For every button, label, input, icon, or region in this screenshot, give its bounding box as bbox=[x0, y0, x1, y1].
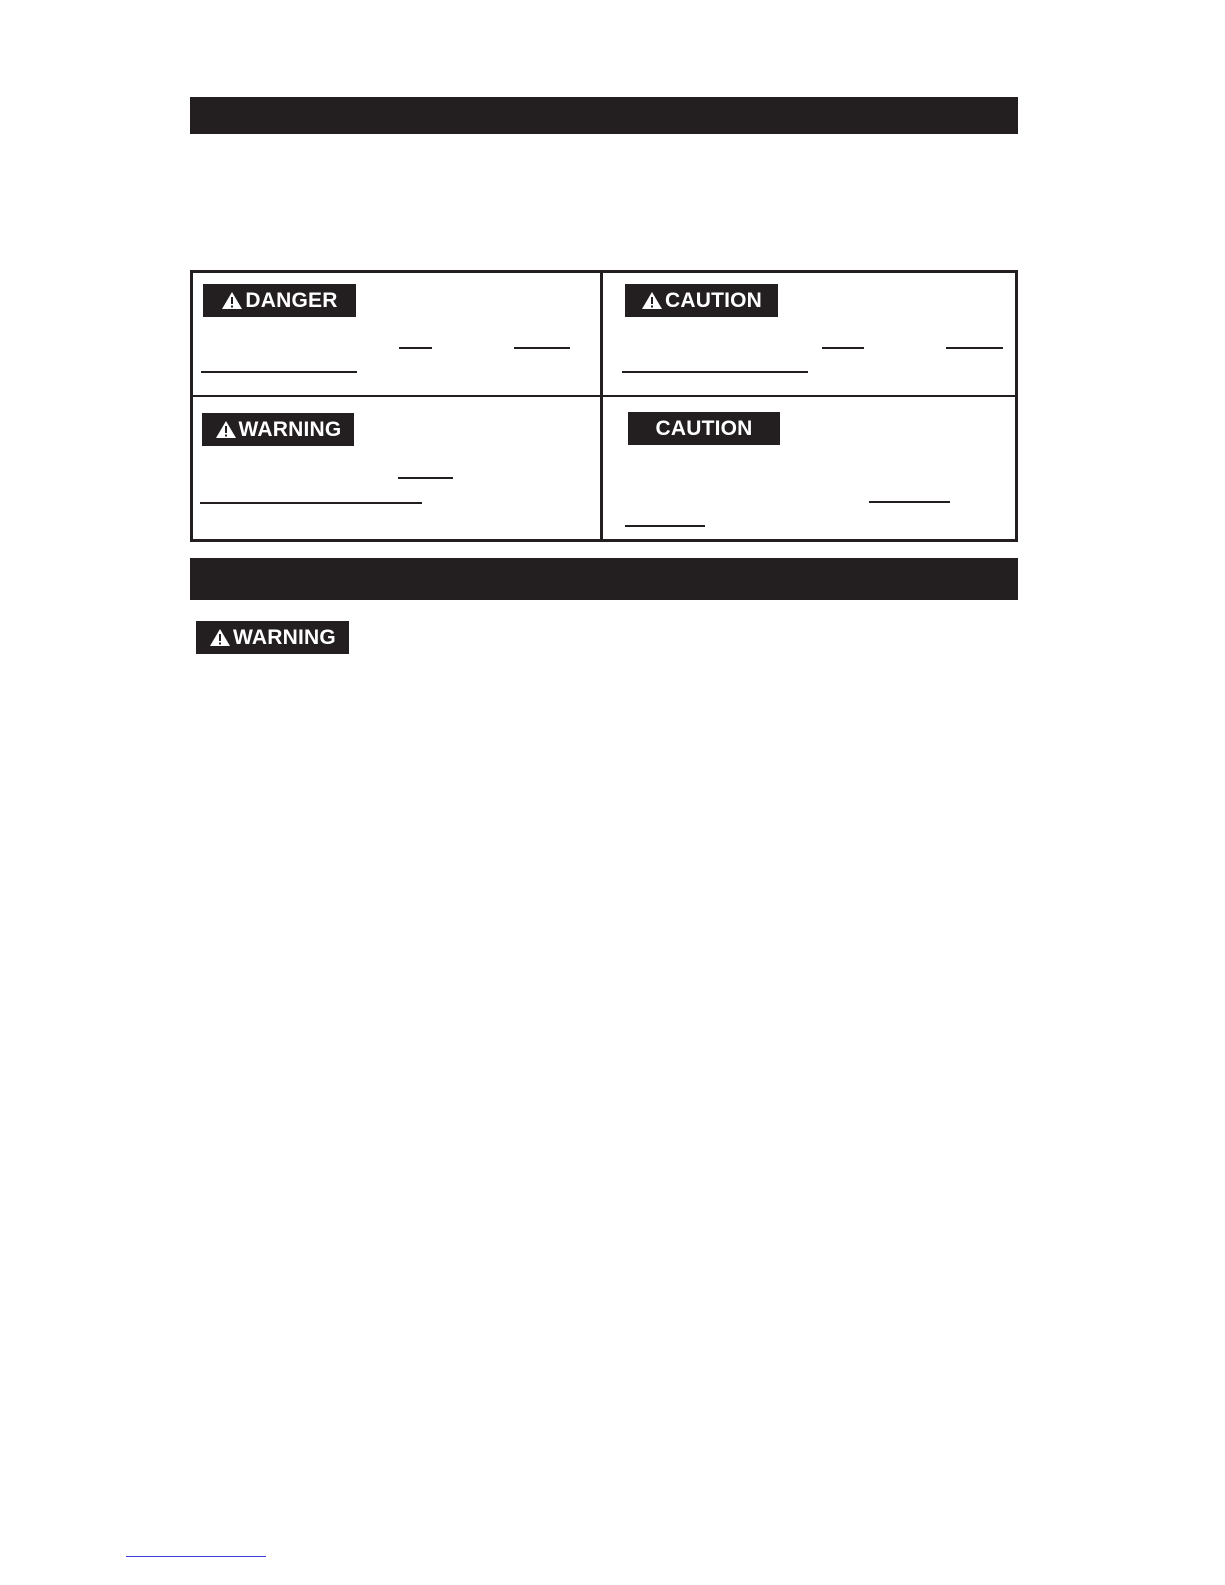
danger-label-text: DANGER bbox=[245, 288, 338, 312]
danger-underline-3 bbox=[201, 371, 357, 373]
caution-alert-underline-1 bbox=[822, 347, 864, 349]
section-header-bar-2 bbox=[190, 558, 1018, 600]
warning-section-label-text: WARNING bbox=[233, 625, 336, 649]
danger-label bbox=[203, 284, 356, 317]
danger-underline-2 bbox=[514, 347, 570, 349]
caution-alert-underline-2 bbox=[946, 347, 1003, 349]
caution-plain-underline-1 bbox=[869, 501, 950, 503]
caution-plain-label bbox=[628, 412, 780, 445]
footer-rule bbox=[126, 1556, 266, 1557]
table-border-right bbox=[1015, 270, 1018, 542]
caution-alert-underline-3 bbox=[622, 371, 808, 373]
warning-underline-1 bbox=[398, 477, 453, 479]
table-border-top bbox=[190, 270, 1018, 273]
caution-plain-label-text: CAUTION bbox=[655, 416, 753, 440]
caution-alert-label-text: CAUTION bbox=[664, 288, 763, 312]
caution-alert-label bbox=[625, 284, 778, 317]
alert-triangle-icon bbox=[641, 291, 663, 310]
table-divider-vertical bbox=[600, 270, 603, 542]
section-header-bar-1 bbox=[190, 97, 1018, 134]
caution-plain-underline-2 bbox=[625, 525, 705, 527]
table-border-bottom bbox=[190, 539, 1018, 542]
alert-triangle-icon bbox=[209, 628, 231, 647]
warning-section-label bbox=[196, 621, 349, 654]
alert-triangle-icon bbox=[215, 420, 237, 439]
warning-label-text: WARNING bbox=[238, 417, 342, 441]
table-border-left bbox=[190, 270, 193, 542]
warning-label bbox=[202, 413, 354, 446]
alert-triangle-icon bbox=[221, 291, 243, 310]
table-divider-horizontal bbox=[190, 395, 1018, 397]
danger-underline-1 bbox=[399, 347, 432, 349]
warning-underline-2 bbox=[200, 502, 422, 504]
